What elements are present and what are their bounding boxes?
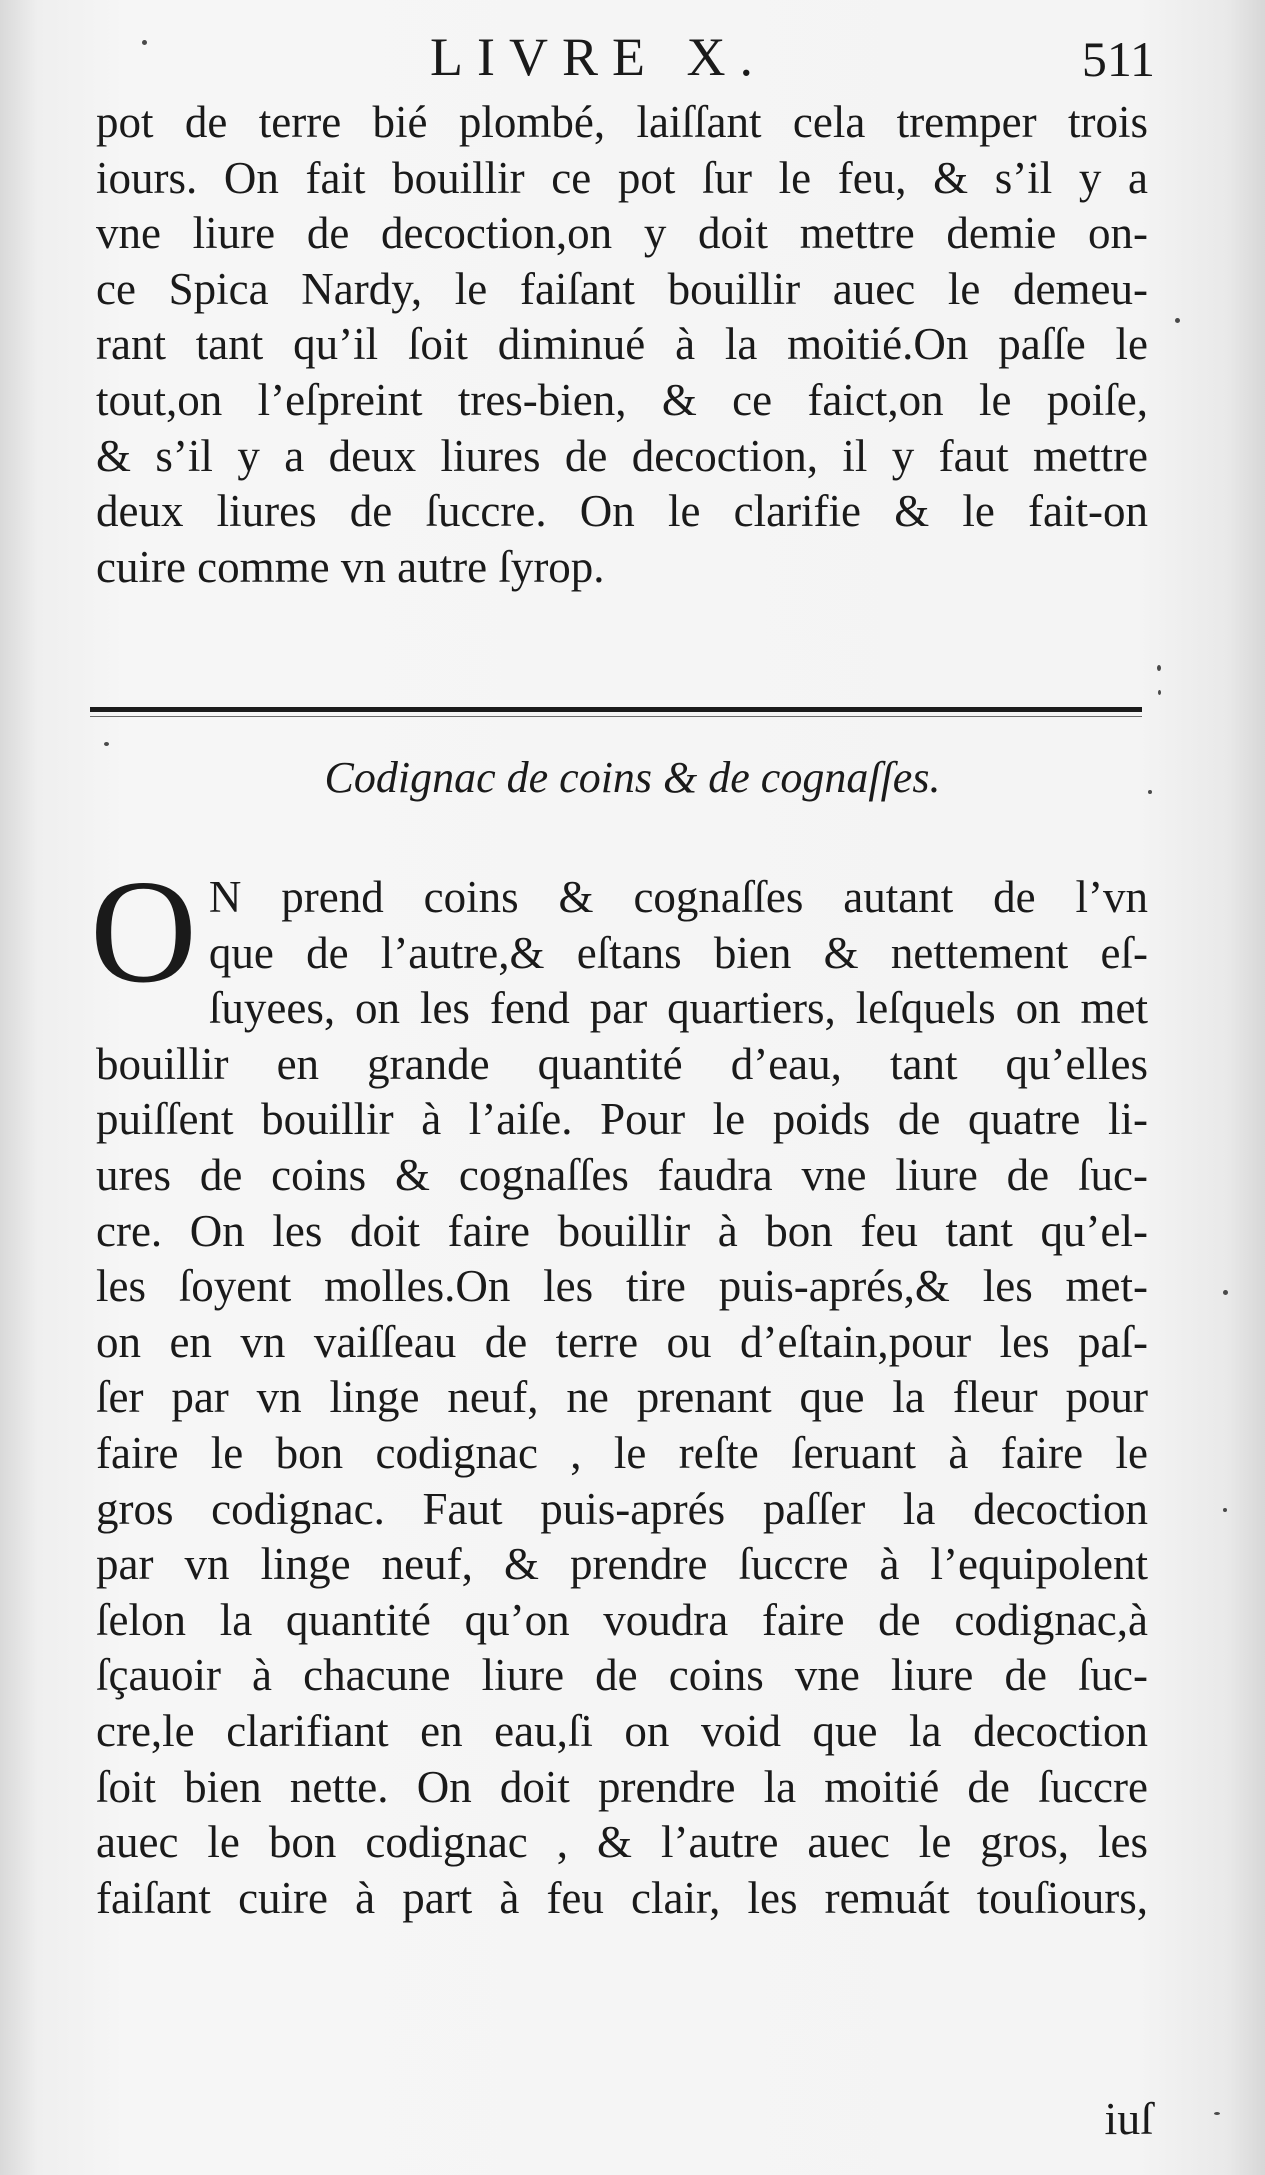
page-number: 511 bbox=[1081, 31, 1155, 87]
text-line: cre. On les doit faire bouillir à bon feu tant qu’el- bbox=[96, 1205, 1148, 1256]
running-title: LIVRE X. bbox=[430, 27, 767, 87]
text-line: cuire comme vn autre ſyrop. bbox=[96, 541, 605, 592]
text-line: ce Spica Nardy, le faiſant bouillir auec le demeu- bbox=[96, 263, 1148, 314]
running-head bbox=[0, 18, 1265, 88]
text-line: les ſoyent molles.On les tire puis-aprés,& les met- bbox=[96, 1261, 1148, 1312]
text-line: auec le bon codignac , & l’autre auec le gros, les bbox=[96, 1817, 1148, 1868]
text-line: vne liure de decoction,on y doit mettre demie on- bbox=[96, 208, 1148, 259]
text-line: rant tant qu’il ſoit diminué à la moitié.On paſſe le bbox=[96, 319, 1148, 370]
text-line: iours. On fait bouillir ce pot ſur le feu, & s’il y a bbox=[96, 152, 1148, 203]
text-line: & s’il y a deux liures de decoction, il y faut mettre bbox=[96, 430, 1148, 481]
text-line: ſelon la quantité qu’on voudra faire de codignac,à bbox=[96, 1594, 1148, 1645]
paragraph-codignac bbox=[90, 850, 1148, 1926]
text-line: faiſant cuire à part à feu clair, les remuát touſiours, bbox=[96, 1872, 1148, 1923]
text-line: ures de coins & cognaſſes faudra vne liure de ſuc- bbox=[96, 1149, 1148, 1200]
text-line: bouillir en grande quantité d’eau, tant qu’elles bbox=[96, 1038, 1148, 1089]
text-line: N prend coins & cognaſſes autant de l’vn bbox=[208, 872, 1148, 922]
section-heading: Codignac de coins & de cognaſſes. bbox=[324, 753, 941, 802]
text-line: que de l’autre,& eſtans bien & nettement eſ- bbox=[208, 927, 1148, 978]
text-line: ſuyees, on les fend par quartiers, leſquels on met bbox=[208, 983, 1148, 1034]
catchword: iuſ bbox=[1104, 2093, 1153, 2144]
text-line: par vn linge neuf, & prendre ſuccre à l’equipolent bbox=[96, 1539, 1148, 1590]
text-line: gros codignac. Faut puis-aprés paſſer la decoction bbox=[96, 1483, 1148, 1534]
text-line: pot de terre bié plombé, laiſſant cela tremper trois bbox=[96, 97, 1148, 147]
drop-cap: O bbox=[90, 850, 197, 1014]
text-line: ſçauoir à chacune liure de coins vne liure de ſuc- bbox=[96, 1650, 1148, 1701]
text-line: cre,le clarifiant en eau,ſi on void que la decoction bbox=[96, 1705, 1148, 1756]
text-line: faire le bon codignac , le reſte ſeruant à faire le bbox=[96, 1427, 1148, 1478]
text-line: deux liures de ſuccre. On le clarifie & le fait-on bbox=[96, 486, 1148, 537]
text-line: ſoit bien nette. On doit prendre la moitié de ſuccre bbox=[96, 1761, 1148, 1812]
text-line: ſer par vn linge neuf, ne prenant que la fleur pour bbox=[96, 1372, 1148, 1423]
text-line: tout,on l’eſpreint tres-bien, & ce faict,on le poiſe, bbox=[96, 374, 1148, 425]
paragraph-continuation bbox=[96, 95, 1148, 595]
section-rule bbox=[90, 707, 1142, 712]
text-line: puiſſent bouillir à l’aiſe. Pour le poids de quatre li- bbox=[96, 1094, 1148, 1145]
text-line: on en vn vaiſſeau de terre ou d’eſtain,pour les paſ- bbox=[96, 1316, 1148, 1367]
